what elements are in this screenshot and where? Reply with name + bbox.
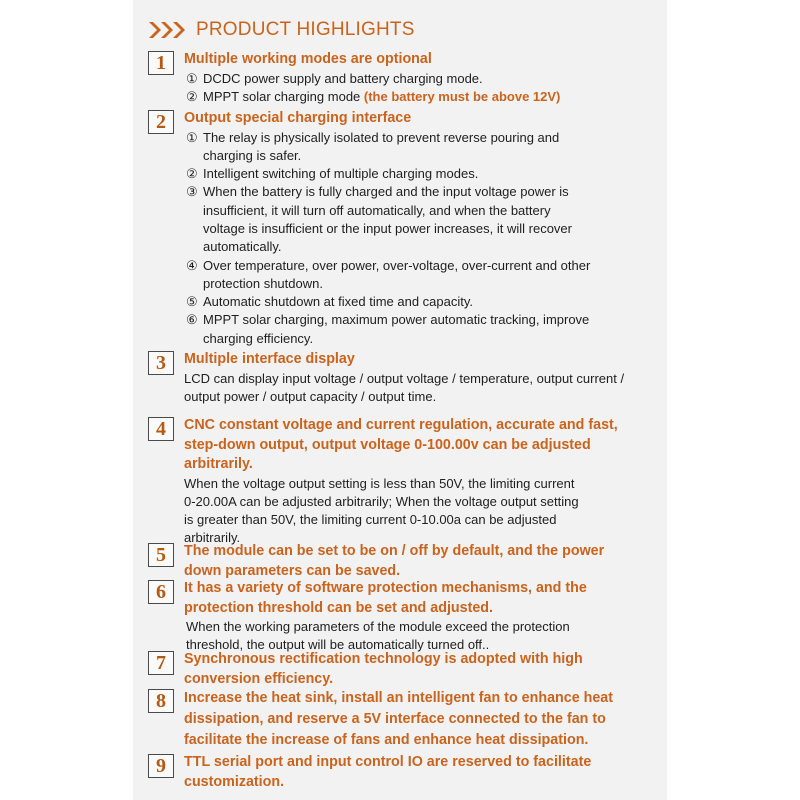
highlight-section-1 [148, 50, 668, 106]
section-number-badge: 6 [148, 580, 174, 604]
list-item [186, 88, 668, 106]
section-body: When the voltage output setting is less than 50V, the limiting current 0-20.00A can be adjusted arbitrarily; When the voltage output setting is greater than 50V, the limiting current 0-10.00a can be adjusted arbitrarily. [184, 475, 579, 546]
highlight-section-6 [148, 579, 668, 655]
item-text: DCDC power supply and battery charging mode. [203, 70, 483, 86]
item-marker: ① [186, 129, 198, 145]
section-title: TTL serial port and input control IO are reserved to facilitate customization. [184, 754, 592, 790]
list-item [186, 183, 668, 256]
item-text [203, 88, 560, 106]
item-marker: ⑥ [186, 312, 198, 328]
list-item [186, 257, 668, 294]
highlight-section-8 [148, 688, 668, 751]
list-item [186, 165, 668, 183]
section-body: When the working parameters of the module exceed the protection threshold, the output will be automatically turned off.. [186, 619, 570, 653]
section-title: The module can be set to be on / off by default, and the power down parameters can be saved. [184, 543, 605, 579]
section-number-badge: 4 [148, 417, 174, 441]
section-title: Increase the heat sink, install an intelligent fan to enhance heat dissipation, and reserve a 5V interface connected to the fan to facilitate the increase of fans and enhance heat dissipation. [184, 690, 614, 748]
list-item [186, 293, 668, 311]
item-marker: ③ [186, 184, 198, 200]
item-list [186, 70, 668, 107]
list-item [186, 311, 668, 348]
section-title: Synchronous rectification technology is adopted with high conversion efficiency. [184, 651, 583, 687]
item-list [186, 129, 668, 349]
item-marker: ② [186, 166, 198, 182]
section-body: LCD can display input voltage / output voltage / temperature, output current / output power / output capacity / output time. [184, 370, 625, 404]
section-number-badge: 1 [148, 51, 174, 75]
list-item [186, 129, 668, 166]
highlight-section-2 [148, 109, 668, 348]
section-title: CNC constant voltage and current regulation, accurate and fast, step-down output, output voltage 0-100.00v can be adjusted arbitrarily. [184, 417, 618, 472]
item-marker: ⑤ [186, 294, 198, 310]
header [148, 16, 415, 44]
highlight-section-4 [148, 416, 668, 548]
page-title: PRODUCT HIGHLIGHTS [196, 19, 415, 40]
item-text: Intelligent switching of multiple charging modes. [203, 166, 479, 182]
section-number-badge: 8 [148, 689, 174, 713]
section-title: It has a variety of software protection mechanisms, and the protection threshold can be set and adjusted. [184, 580, 587, 616]
item-marker: ① [186, 70, 198, 86]
triple-chevron-icon [148, 21, 188, 39]
section-title: Output special charging interface [184, 110, 412, 126]
list-item [186, 70, 668, 88]
section-title: Multiple working modes are optional [184, 51, 432, 67]
item-text: MPPT solar charging, maximum power automatic tracking, improve charging efficiency. [203, 312, 590, 346]
section-title: Multiple interface display [184, 351, 355, 367]
item-marker: ② [186, 88, 198, 104]
item-text: Over temperature, over power, over-voltage, over-current and other protection shutdown. [203, 257, 591, 291]
highlight-section-5 [148, 542, 668, 581]
highlight-section-3 [148, 350, 668, 406]
section-number-badge: 7 [148, 651, 174, 675]
item-text: The relay is physically isolated to prevent reverse pouring and charging is safer. [203, 129, 560, 163]
section-number-badge: 5 [148, 543, 174, 567]
item-highlight-note: (the battery must be above 12V) [363, 88, 561, 104]
highlight-section-7 [148, 650, 668, 689]
section-number-badge: 3 [148, 351, 174, 375]
item-text-main: MPPT solar charging mode [203, 88, 364, 104]
section-number-badge: 9 [148, 754, 174, 778]
item-text: Automatic shutdown at fixed time and capacity. [203, 294, 474, 310]
section-number-badge: 2 [148, 110, 174, 134]
highlight-section-9 [148, 753, 668, 792]
item-text: When the battery is fully charged and the input voltage power is insufficient, it will turn off automatically, and when the battery voltage is insufficient or the input power increases, it will recover automatically. [203, 184, 572, 255]
item-marker: ④ [186, 257, 198, 273]
